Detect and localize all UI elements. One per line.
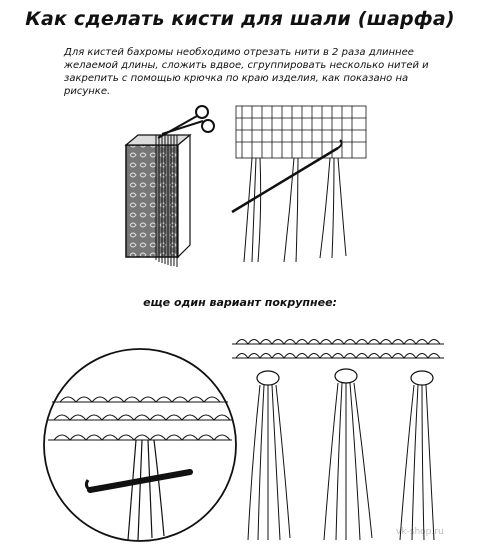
magnified-hook-loop — [40, 340, 240, 550]
book — [126, 135, 190, 257]
tassel-knots — [257, 369, 433, 385]
scissors-icon — [158, 106, 214, 138]
intro-text: Для кистей бахромы необходимо отрезать нити в 2 раза длиннее желаемой длины, сложить вдвое, сгруппировать несколько нитей и закрепить с помощью крючка по краю изделия, как показано на рисунке. — [64, 47, 429, 97]
book-yarn-illustration — [118, 100, 218, 270]
knitted-edge-tassels — [228, 100, 378, 270]
watermark: vk-shop.ru — [396, 527, 444, 537]
fringe-tassels-large — [228, 330, 448, 550]
tassel-strands — [248, 383, 434, 540]
fringe-edge — [232, 340, 444, 359]
knit-fabric — [236, 106, 366, 158]
subheading: еще один вариант покрупнее: — [143, 296, 337, 309]
page-title: Как сделать кисти для шали (шарфа) — [25, 8, 455, 30]
